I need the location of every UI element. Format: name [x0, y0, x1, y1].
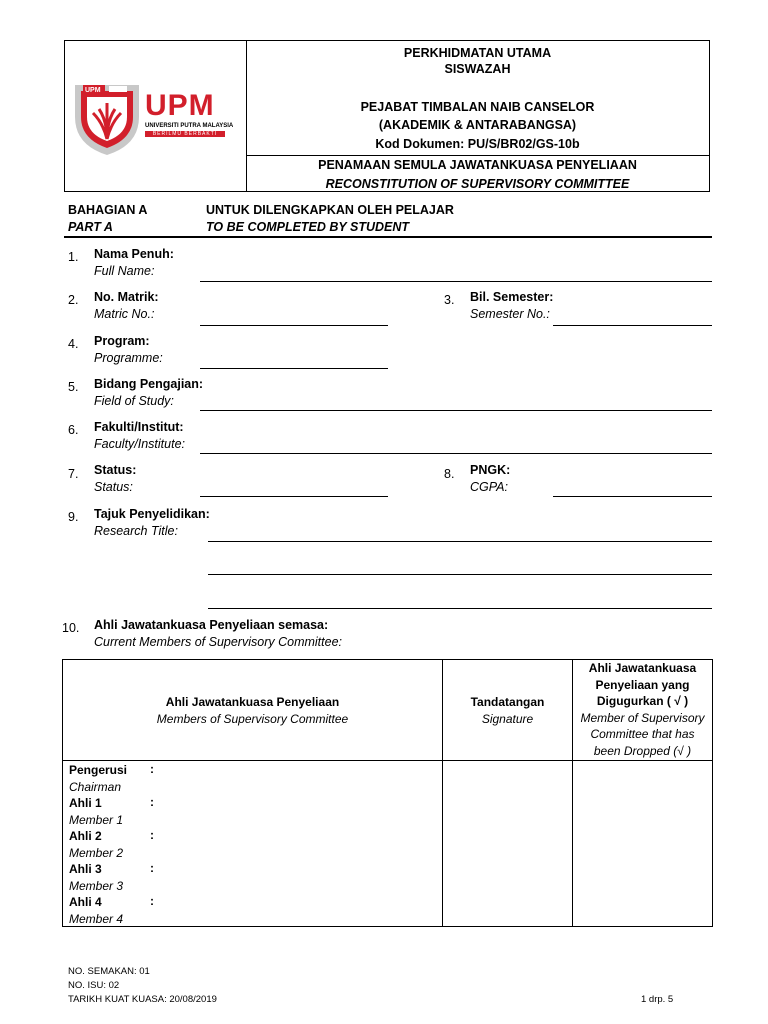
row-colon: : — [150, 894, 154, 908]
signature-cell[interactable] — [443, 761, 572, 927]
row-member-3: Ahli 3 Member 3 — [69, 862, 124, 893]
form-title-en: RECONSTITUTION OF SUPERVISORY COMMITTEE — [325, 177, 630, 191]
col-dropped-header: Ahli Jawatankuasa Penyeliaan yang Digugurkan ( √ ) Member of Supervisory Committee that has been Dropped (√ ) — [580, 661, 705, 758]
programme-field[interactable] — [200, 368, 388, 369]
field-of-study-field[interactable] — [200, 410, 712, 411]
row-colon: : — [150, 795, 154, 809]
programme-label: Program: — [94, 334, 150, 348]
field-number: 4. — [68, 337, 79, 351]
logo-cell — [65, 41, 247, 191]
matric-no-label: No. Matrik: — [94, 290, 159, 304]
row-member-4: Ahli 4 Member 4 — [69, 895, 124, 926]
field-number: 5. — [68, 380, 79, 394]
dropped-cell[interactable] — [573, 761, 712, 927]
field-number: 9. — [68, 510, 79, 524]
part-a-desc-en: TO BE COMPLETED BY STUDENT — [206, 220, 410, 234]
matric-no-field[interactable] — [200, 325, 388, 326]
full-name-label: Nama Penuh: — [94, 247, 174, 261]
status-label-en: Status: — [94, 480, 133, 494]
header-line-4: (AKADEMIK & ANTARABANGSA) — [378, 118, 577, 132]
header-line-1: PERKHIDMATAN UTAMA — [403, 46, 552, 60]
issue-no: NO. ISU: 02 — [68, 980, 120, 991]
row-chairman: Pengerusi Chairman — [69, 763, 128, 794]
part-a-label-en: PART A — [68, 220, 113, 234]
research-title-label-en: Research Title: — [94, 524, 178, 538]
document-code: Kod Dokumen: PU/S/BR02/GS-10b — [375, 137, 580, 151]
field-number: 3. — [444, 293, 455, 307]
field-number: 7. — [68, 467, 79, 481]
part-a-label: BAHAGIAN A — [68, 203, 148, 217]
row-member-2: Ahli 2 Member 2 — [69, 829, 124, 860]
part-a-divider — [64, 236, 712, 238]
logo-text: UPM — [145, 89, 215, 122]
effective-date: TARIKH KUAT KUASA: 20/08/2019 — [68, 994, 217, 1005]
field-number: 8. — [444, 467, 455, 481]
committee-table — [62, 659, 713, 927]
status-field[interactable] — [200, 496, 388, 497]
row-colon: : — [150, 762, 154, 776]
logo-subtitle: UNIVERSITI PUTRA MALAYSIA — [145, 123, 234, 129]
field-of-study-label: Bidang Pengajian: — [94, 377, 204, 391]
form-title-ms: PENAMAAN SEMULA JAWATANKUASA PENYELIAAN — [318, 158, 637, 172]
document-header — [64, 40, 710, 192]
semester-no-label-en: Semester No.: — [470, 307, 550, 321]
status-label: Status: — [94, 463, 137, 477]
research-title-field-line-2[interactable] — [208, 574, 712, 575]
current-members-label-en: Current Members of Supervisory Committee: — [94, 635, 342, 649]
faculty-label: Fakulti/Institut: — [94, 420, 184, 434]
header-line-2: SISWAZAH — [444, 62, 511, 76]
page-number: 1 drp. 5 — [641, 994, 674, 1005]
matric-no-label-en: Matric No.: — [94, 307, 155, 321]
faculty-label-en: Faculty/Institute: — [94, 437, 186, 451]
part-a-desc: UNTUK DILENGKAPKAN OLEH PELAJAR — [206, 203, 454, 217]
full-name-field[interactable] — [200, 281, 712, 282]
research-title-label: Tajuk Penyelidikan: — [94, 507, 210, 521]
cgpa-field[interactable] — [553, 496, 712, 497]
field-number: 10. — [62, 621, 80, 635]
header-line-3: PEJABAT TIMBALAN NAIB CANSELOR — [360, 100, 595, 114]
row-colon: : — [150, 861, 154, 875]
field-of-study-label-en: Field of Study: — [94, 394, 174, 408]
field-number: 2. — [68, 293, 79, 307]
research-title-field-line-1[interactable] — [208, 541, 712, 542]
revision-no: NO. SEMAKAN: 01 — [68, 966, 150, 977]
semester-no-label: Bil. Semester: — [470, 290, 554, 304]
logo-motto: BERILMU BERBAKTI — [145, 131, 225, 137]
cgpa-label-en: CGPA: — [470, 480, 508, 494]
semester-no-field[interactable] — [553, 325, 712, 326]
cgpa-label: PNGK: — [470, 463, 511, 477]
field-number: 1. — [68, 250, 79, 264]
faculty-field[interactable] — [200, 453, 712, 454]
row-member-1: Ahli 1 Member 1 — [69, 796, 124, 827]
research-title-field-line-3[interactable] — [208, 608, 712, 609]
svg-text:UPM: UPM — [85, 87, 101, 94]
current-members-label: Ahli Jawatankuasa Penyeliaan semasa: — [94, 618, 329, 632]
row-colon: : — [150, 828, 154, 842]
col-signature-header: Tandatangan Signature — [470, 695, 545, 726]
full-name-label-en: Full Name: — [94, 264, 155, 278]
programme-label-en: Programme: — [94, 351, 163, 365]
field-number: 6. — [68, 423, 79, 437]
col-members-header: Ahli Jawatankuasa Penyeliaan Members of Supervisory Committee — [156, 695, 349, 726]
